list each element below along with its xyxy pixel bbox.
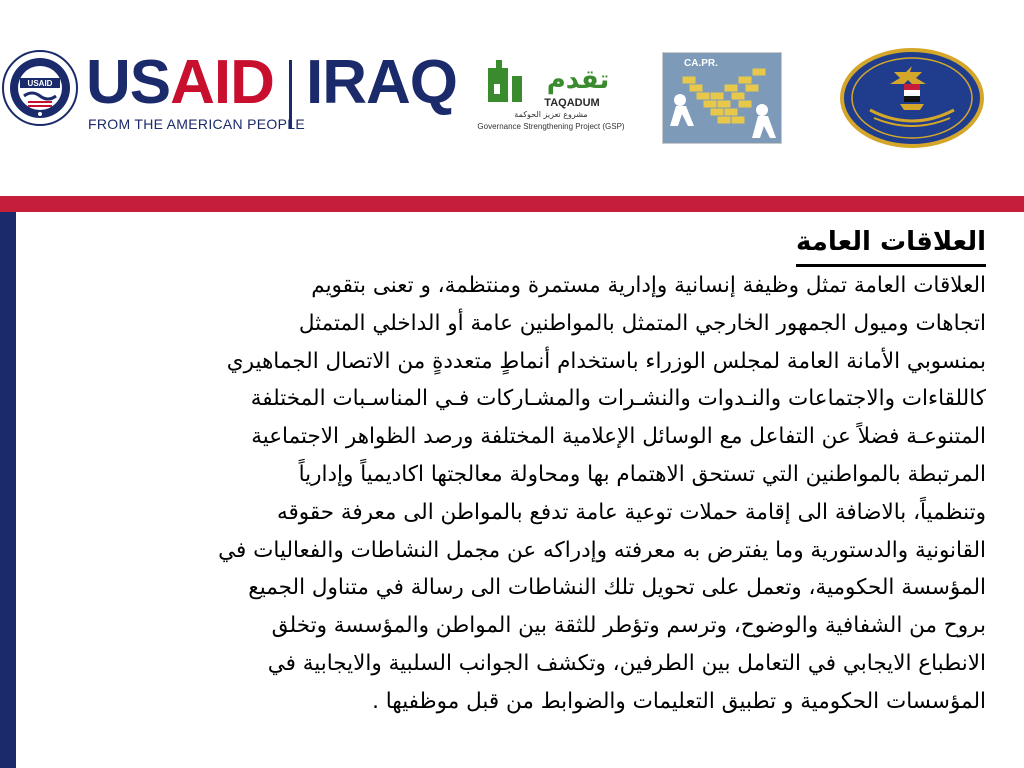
usaid-wordmark <box>86 48 274 117</box>
taqadum-english-subtitle: Governance Strengthening Project (GSP) <box>477 122 625 131</box>
usaid-seal-text: USAID <box>27 79 53 88</box>
header-red-bar <box>0 196 1024 212</box>
usaid-wordmark-aid: AID <box>170 48 274 117</box>
page-title: العلاقات العامة <box>796 220 986 267</box>
paragraph-line: الانطباع الايجابي في التعامل بين الطرفين، وتكشف الجوانب السلبية والايجابية في <box>267 650 986 676</box>
iraq-wordmark: IRAQ <box>306 48 457 117</box>
taqadum-arabic-subtitle: مشروع تعزيز الحوكمة <box>514 110 588 119</box>
paragraph-line: بروح من الشفافية والوضوح، وترسم وتؤطر للثقة بين المواطن والمؤسسة وتخلق <box>271 613 986 639</box>
usaid-seal-logo <box>2 50 78 126</box>
paragraph-line: وتنظمياً، بالاضافة الى إقامة حملات توعية عامة تدفع بالمواطن الى معرفة حقوقه <box>276 499 986 525</box>
logo-bar <box>0 0 1024 195</box>
left-navy-stripe <box>0 212 16 768</box>
taqadum-graphic <box>486 54 618 110</box>
paragraph-line: المتنوعـة فضلاً عن التفاعل مع الوسائل الإعلامية المختلفة ورصد الظواهر الاجتماعية <box>251 424 986 450</box>
capr-logo <box>662 52 782 144</box>
taqadum-latin-title: TAQADUM <box>544 97 600 109</box>
paragraph-line: القانونية والدستورية وما يفترض به معرفته وإدراكه عن مجمل النشاطات والفعاليات في <box>218 537 986 563</box>
content-area <box>46 220 986 721</box>
title-row <box>46 220 986 267</box>
paragraph-line: اتجاهات وميول الجمهور الخارجي المتمثل بالمواطنين عامة أو الداخلي المتمثل <box>298 310 986 336</box>
paragraph-line: المرتبطة بالمواطنين التي تستحق الاهتمام بها ومحاولة معالجتها اكاديمياً وإدارياً <box>298 461 986 487</box>
paragraph-line: كاللقاءات والاجتماعات والنـدوات والنشـرات والمشـاركات فـي المناسـبات المختلفة <box>250 386 986 412</box>
usaid-tagline: FROM THE AMERICAN PEOPLE <box>88 116 305 132</box>
paragraph-line: المؤسسة الحكومية، وتعمل على تحويل تلك النشاطات الى رسالة في متناول الجميع <box>248 575 986 601</box>
paragraph-line: المؤسسات الحكومية و تطبيق التعليمات والضوابط من قبل موظفيها . <box>372 688 986 714</box>
usaid-wordmark-us: US <box>86 48 171 117</box>
paragraph-line: العلاقات العامة تمثل وظيفة إنسانية وإدارية مستمرة ومنتظمة، و تعنى بتقويم <box>311 273 986 298</box>
government-emblem-logo <box>840 48 984 148</box>
taqadum-logo <box>452 52 650 136</box>
paragraph-line: بمنسوبي الأمانة العامة لمجلس الوزراء باستخدام أنماطٍ متعددةٍ من الاتصال الجماهيري <box>226 348 986 374</box>
taqadum-arabic-title: تقدم <box>546 65 610 95</box>
capr-label: CA.PR. <box>684 58 718 69</box>
